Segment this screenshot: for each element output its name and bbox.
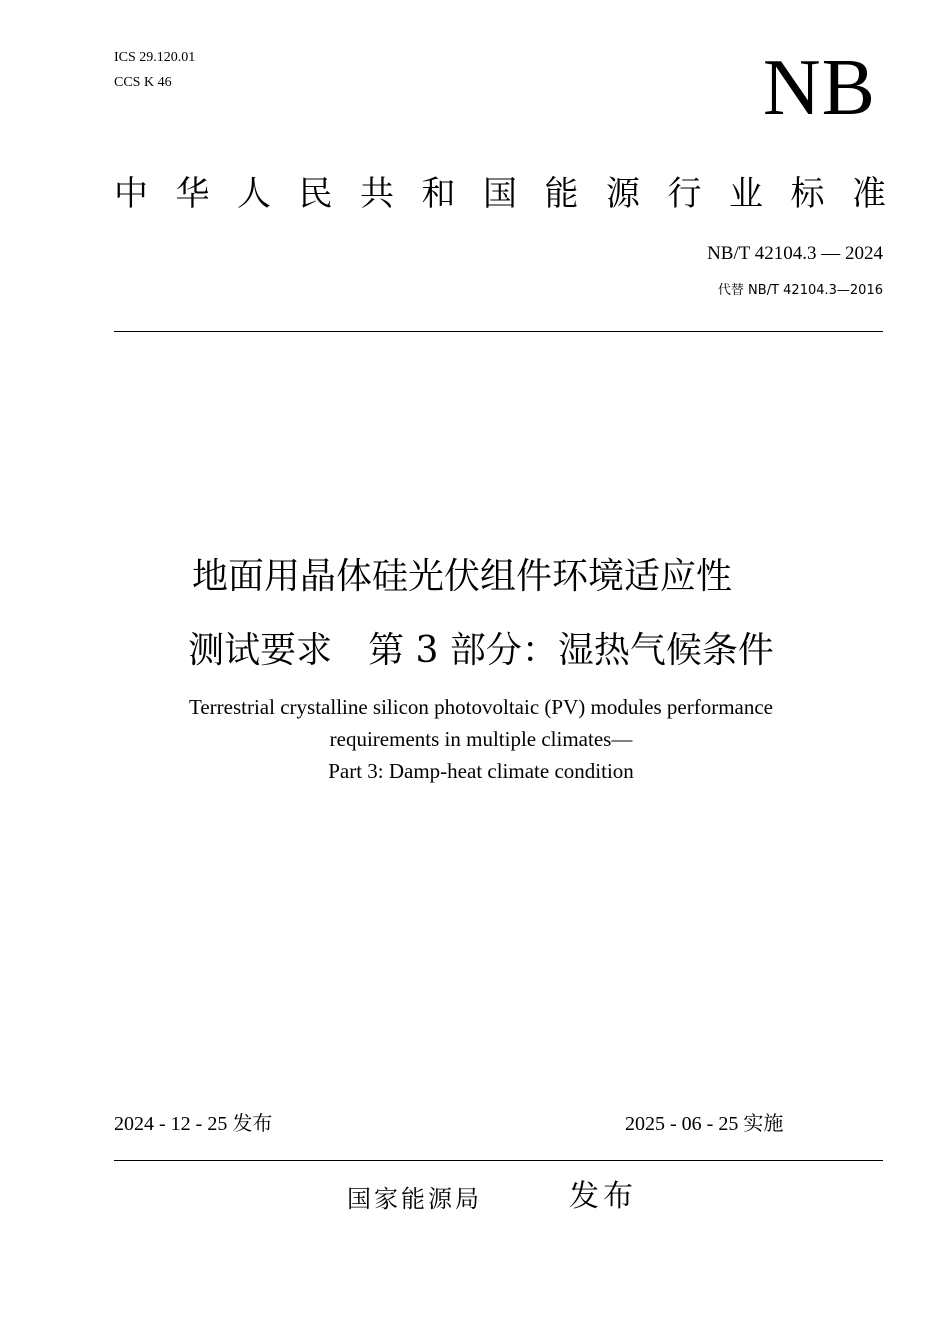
org-title-char: 行: [667, 174, 702, 214]
chinese-title-line-2: 测试要求 第 3 部分：湿热气候条件: [188, 630, 774, 671]
footer-divider: [114, 1160, 883, 1161]
ics-code: ICS 29.120.01: [114, 50, 196, 65]
issue-date: 2024 - 12 - 25 发布: [114, 1113, 273, 1135]
org-title-char: 准: [852, 174, 886, 214]
org-title-char: 民: [298, 174, 333, 214]
english-title-line-1: Terrestrial crystalline silicon photovoltaic (PV) modules performance: [188, 695, 773, 719]
english-title-line-3: Part 3: Damp-heat climate condition: [328, 759, 634, 783]
publisher-name: 国家能源局: [347, 1185, 482, 1213]
ccs-code: CCS K 46: [114, 75, 172, 90]
nb-logo: NB: [762, 44, 876, 132]
header-divider: [114, 331, 883, 332]
org-title-char: 和: [421, 174, 456, 214]
org-title-char: 能: [544, 174, 579, 214]
org-title-char: 业: [729, 174, 763, 214]
publish-label: 发布: [569, 1179, 637, 1214]
standard-number: NB/T 42104.3 — 2024: [707, 243, 883, 264]
issuing-organization-title: [114, 172, 886, 216]
implementation-date: 2025 - 06 - 25 实施: [625, 1113, 784, 1135]
english-title-line-2: requirements in multiple climates—: [329, 727, 633, 751]
org-title-char: 华: [175, 174, 210, 214]
org-title-char: 人: [237, 174, 271, 214]
org-title-char: 中: [114, 174, 148, 214]
org-title-char: 共: [360, 174, 394, 214]
org-title-char: 标: [790, 174, 825, 214]
org-title-char: 源: [606, 174, 640, 214]
replaces-standard: 代替 NB/T 42104.3—2016: [717, 283, 883, 298]
org-title-char: 国: [483, 174, 517, 214]
chinese-title-line-1: 地面用晶体硅光伏组件环境适应性: [191, 556, 732, 597]
